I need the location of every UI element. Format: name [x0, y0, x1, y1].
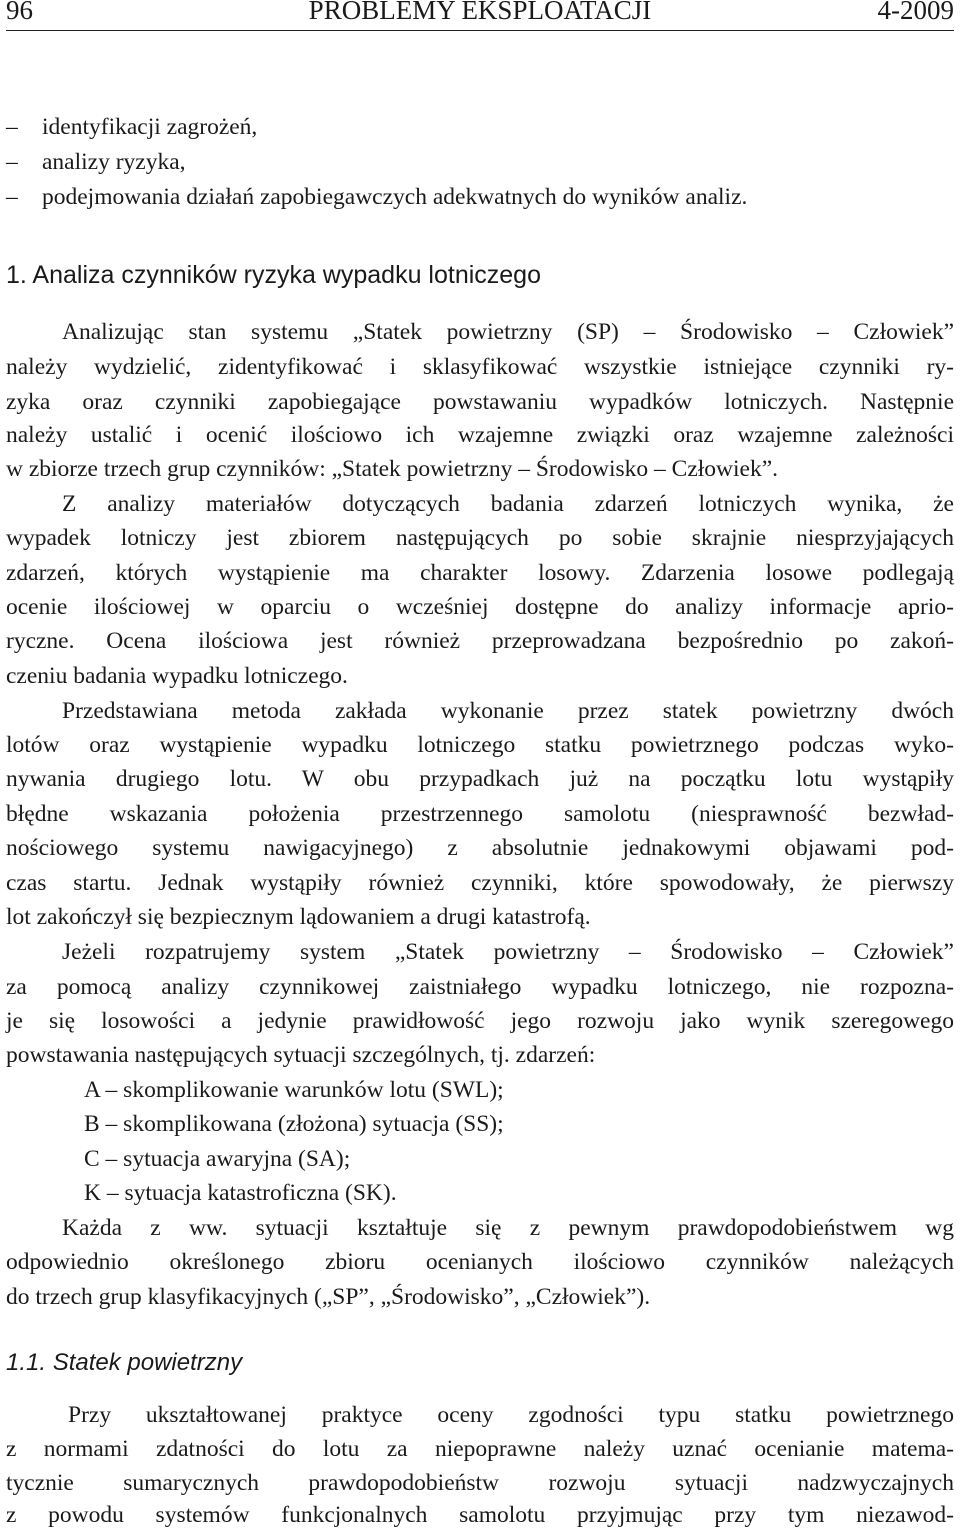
paragraph-line: czas startu. Jednak wystąpiły również czynniki, które spowodowały, że pierwszy	[6, 870, 954, 896]
paragraph-line: tycznie sumarycznych prawdopodobieństw rozwoju sytuacji nadzwyczajnych	[6, 1470, 954, 1496]
paragraph-line: nywania drugiego lotu. W obu przypadkach już na początku lotu wystąpiły	[6, 766, 954, 792]
paragraph-line: z powodu systemów funkcjonalnych samolotu przyjmując przy tym niezawod-	[6, 1502, 954, 1528]
paragraph-line: z normami zdatności do lotu za niepoprawne należy uznać ocenianie matema-	[6, 1436, 954, 1462]
list-item: C – sytuacja awaryjna (SA);	[84, 1146, 351, 1172]
paragraph-line: powstawania następujących sytuacji szczególnych, tj. zdarzeń:	[6, 1042, 596, 1068]
page-number: 96	[6, 0, 33, 25]
paragraph-line: za pomocą analizy czynnikowej zaistniałego wypadku lotniczego, nie rozpozna-	[6, 974, 954, 1000]
paragraph-line: do trzech grup klasyfikacyjnych („SP”, „Środowisko”, „Człowiek”).	[6, 1284, 651, 1310]
paragraph-line: lotów oraz wystąpienie wypadku lotniczego statku powietrznego podczas wyko-	[6, 732, 954, 758]
paragraph-line: wypadek lotniczy jest zbiorem następujących po sobie skrajnie niesprzyjających	[6, 525, 954, 551]
section-heading: 1. Analiza czynników ryzyka wypadku lotniczego	[6, 261, 541, 289]
paragraph-line: należy ustalić i ocenić ilościowo ich wzajemne związki oraz wzajemne zależności	[6, 422, 954, 448]
paragraph-line: lot zakończył się bezpiecznym lądowaniem a drugi katastrofą.	[6, 904, 591, 930]
paragraph-line: je się losowości a jedynie prawidłowość jego rozwoju jako wynik szeregowego	[6, 1008, 954, 1034]
paragraph-line: błędne wskazania położenia przestrzennego samolotu (niesprawność bezwład-	[6, 801, 954, 827]
paragraph-line: Analizując stan systemu „Statek powietrzny (SP) – Środowisko – Człowiek”	[62, 319, 954, 345]
subsection-heading: 1.1. Statek powietrzny	[6, 1349, 243, 1376]
document-page: 96 PROBLEMY EKSPLOATACJI 4-2009 – identyfikacji zagrożeń, – analizy ryzyka, – podejmowania działań zapobiegawczych adekwatnych do wyników analiz. 1. Analiza czynników ryzyka wypadku lotniczego Analizując stan systemu „Statek powietrzny (SP) – Środowisko – Człowiek” należy wydzielić, zidentyfikować i sklasyfikować wszystkie istniejące czynniki ry- zyka oraz czynniki zapobiegające powstawaniu wypadków lotniczych. Następnie należy ustalić i ocenić ilościowo ich wzajemne związki oraz wzajemne zależności w zbiorze trzech grup czynników: „Statek powietrzny – Środowisko – Człowiek”. Z analizy materiałów dotyczących badania zdarzeń lotniczych wynika, że wypadek lotniczy jest zbiorem następujących po sobie skrajnie niesprzyjających zdarzeń, których wystąpienie ma charakter losowy. Zdarzenia losowe podlegają ocenie ilościowej w oparciu o wcześniej dostępne do analizy informacje aprio- ryczne. Ocena ilościowa jest również przeprowadzana bezpośrednio po zakoń- czeniu badania wypadku lotniczego. Przedstawiana metoda zakłada wykonanie przez statek powietrzny dwóch lotów oraz wystąpienie wypadku lotniczego statku powietrznego podczas wyko- nywania drugiego lotu. W obu przypadkach już na początku lotu wystąpiły błędne wskazania położenia przestrzennego samolotu (niesprawność bezwład- nościowego systemu nawigacyjnego) z absolutnie jednakowymi objawami pod- czas startu. Jednak wystąpiły również czynniki, które spowodowały, że pierwszy lot zakończył się bezpiecznym lądowaniem a drugi katastrofą. Jeżeli rozpatrujemy system „Statek powietrzny – Środowisko – Człowiek” za pomocą analizy czynnikowej zaistniałego wypadku lotniczego, nie rozpozna- je się losowości a jedynie prawidłowość jego rozwoju jako wynik szeregowego powstawania następujących sytuacji szczególnych, tj. zdarzeń: A – skomplikowanie warunków lotu (SWL); B – skomplikowana (złożona) sytuacja (SS); C – sytuacja awaryjna (SA); K – sytuacja katastroficzna (SK). Każda z ww. sytuacji kształtuje się z pewnym prawdopodobieństwem wg odpowiednio określonego zbioru ocenianych ilościowo czynników należących do trzech grup klasyfikacyjnych („SP”, „Środowisko”, „Człowiek”). 1.1. Statek powietrzny Przy ukształtowanej praktyce oceny zgodności typu statku powietrznego z normami zdatności do lotu za niepoprawne należy uznać ocenianie matema- tycznie sumarycznych prawdopodobieństw rozwoju sytuacji nadzwyczajnych z powodu systemów funkcjonalnych samolotu przyjmując przy tym niezawod-	[0, 0, 960, 1532]
paragraph-line: Przy ukształtowanej praktyce oceny zgodności typu statku powietrznego	[68, 1402, 954, 1428]
dash-bullet-icon: –	[6, 149, 18, 175]
paragraph-line: ryczne. Ocena ilościowa jest również przeprowadzana bezpośrednio po zakoń-	[6, 628, 954, 654]
dash-bullet-icon: –	[6, 184, 18, 210]
paragraph-line: ocenie ilościowej w oparciu o wcześniej dostępne do analizy informacje aprio-	[6, 594, 954, 620]
paragraph-line: nościowego systemu nawigacyjnego) z absolutnie jednakowymi objawami pod-	[6, 835, 954, 861]
list-item: B – skomplikowana (złożona) sytuacja (SS);	[84, 1111, 504, 1137]
journal-title: PROBLEMY EKSPLOATACJI	[308, 0, 652, 25]
dash-bullet-icon: –	[6, 114, 18, 140]
paragraph-line: Z analizy materiałów dotyczących badania zdarzeń lotniczych wynika, że	[62, 491, 954, 517]
paragraph-line: zyka oraz czynniki zapobiegające powstawaniu wypadków lotniczych. Następnie	[6, 389, 954, 415]
list-item: A – skomplikowanie warunków lotu (SWL);	[84, 1077, 504, 1103]
paragraph-line: Jeżeli rozpatrujemy system „Statek powietrzny – Środowisko – Człowiek”	[62, 939, 954, 965]
list-item: K – sytuacja katastroficzna (SK).	[84, 1180, 397, 1206]
paragraph-line: Każda z ww. sytuacji kształtuje się z pewnym prawdopodobieństwem wg	[62, 1215, 954, 1241]
paragraph-line: odpowiednio określonego zbioru ocenianych ilościowo czynników należących	[6, 1249, 954, 1275]
paragraph-line: należy wydzielić, zidentyfikować i sklasyfikować wszystkie istniejące czynniki ry-	[6, 354, 954, 380]
paragraph-line: w zbiorze trzech grup czynników: „Statek powietrzny – Środowisko – Człowiek”.	[6, 456, 779, 482]
paragraph-line: Przedstawiana metoda zakłada wykonanie przez statek powietrzny dwóch	[62, 698, 954, 724]
issue-number: 4-2009	[877, 0, 954, 25]
running-header	[6, 0, 954, 31]
paragraph-line: czeniu badania wypadku lotniczego.	[6, 663, 348, 689]
paragraph-line: zdarzeń, których wystąpienie ma charakter losowy. Zdarzenia losowe podlegają	[6, 560, 954, 586]
